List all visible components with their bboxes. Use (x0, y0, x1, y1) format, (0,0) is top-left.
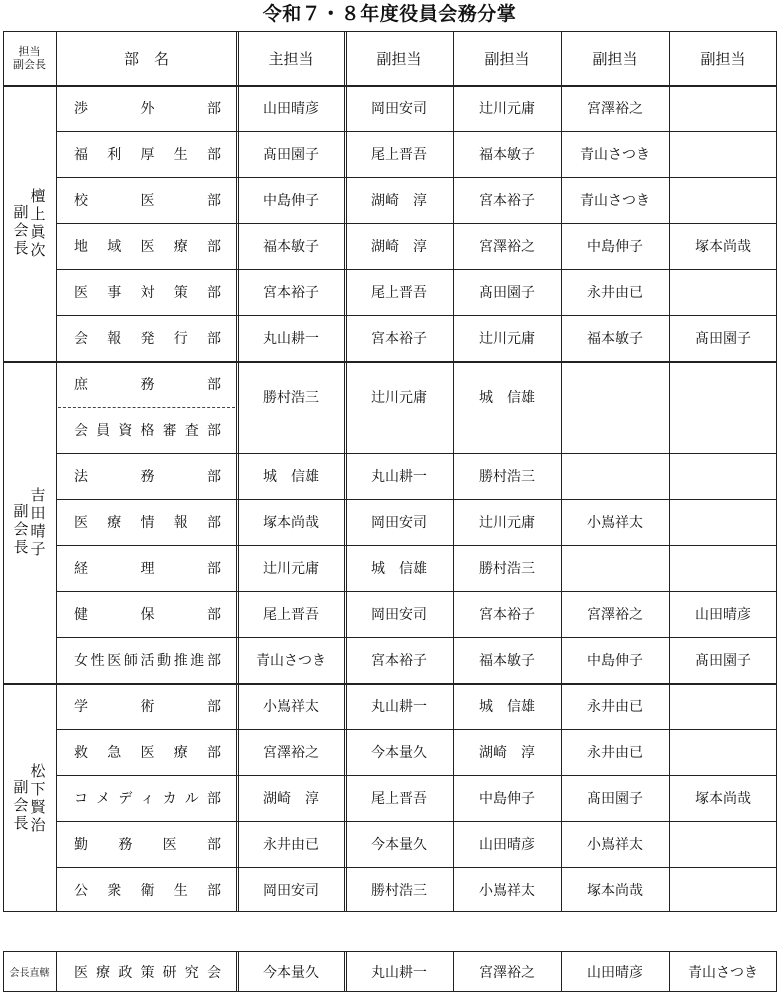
person-cell: 宮本裕子 (479, 607, 535, 623)
person-cell (561, 361, 669, 407)
department-name: 学 術 部 (74, 699, 221, 715)
person-cell: 青山さつき (580, 193, 650, 209)
person-cell: 宮澤裕之 (587, 101, 643, 117)
person-cell: 今本量久 (371, 837, 427, 853)
person-cell: 小嶌祥太 (587, 515, 643, 531)
person-cell: 尾上晋吾 (371, 285, 427, 301)
person-cell: 髙田園子 (695, 331, 751, 347)
department-name: 校 医 部 (74, 193, 221, 209)
person-cell: 永井由已 (263, 837, 319, 853)
person-cell: 勝村浩三 (479, 469, 535, 485)
header-vp-column (3, 31, 56, 85)
person-cell: 岡田安司 (371, 101, 427, 117)
person-cell (669, 269, 777, 315)
department-name: 渉 外 部 (74, 101, 221, 117)
department-name: 勤 務 医 部 (74, 837, 221, 853)
department-name: 女 性 医 師 活 動 推 進 部 (74, 653, 221, 669)
person-cell: 塚本尚哉 (587, 883, 643, 899)
column-rule (56, 31, 57, 912)
header-department-column: 部 名 (123, 49, 169, 68)
person-cell: 山田晴彦 (695, 607, 751, 623)
person-cell: 中島伸子 (587, 239, 643, 255)
header-secondary: 副担当 (592, 49, 638, 68)
person-cell (561, 453, 669, 499)
person-cell (669, 545, 777, 591)
department-name: 会 員 資 格 審 査 部 (74, 423, 221, 439)
column-rule (344, 31, 347, 912)
person-cell: 尾上晋吾 (263, 607, 319, 623)
person-cell (669, 453, 777, 499)
person-cell: 宮澤裕之 (587, 607, 643, 623)
person-cell: 髙田園子 (479, 285, 535, 301)
department-name: 健 保 部 (74, 607, 221, 623)
vice-president-name: 檀 上 眞 次 (30, 187, 46, 259)
header-vp-text: 担当 (18, 45, 41, 58)
column-rule (561, 31, 562, 912)
department-name: 経 理 部 (74, 561, 221, 577)
person-cell: 辻川元庸 (479, 515, 535, 531)
person-cell (669, 821, 777, 867)
header-primary: 主担当 (268, 49, 314, 68)
person-cell: 山田晴彦 (479, 837, 535, 853)
person-cell: 辻川元庸 (371, 390, 427, 406)
person-cell (561, 545, 669, 591)
person-cell: 永井由已 (587, 285, 643, 301)
person-cell: 宮本裕子 (263, 285, 319, 301)
department-name: 医 療 政 策 研 究 会 (74, 964, 221, 981)
person-cell: 城 信雄 (263, 469, 319, 485)
person-cell: 福本敏子 (479, 653, 535, 669)
person-cell: 岡田安司 (371, 607, 427, 623)
vice-president-label (3, 361, 56, 683)
department-name: 医 事 対 策 部 (74, 285, 221, 301)
person-cell: 辻川元庸 (479, 331, 535, 347)
vice-president-title: 副 会 長 (13, 778, 29, 832)
vice-president-title: 副 会 長 (13, 502, 29, 556)
person-cell (669, 683, 777, 729)
person-cell: 山田晴彦 (263, 101, 319, 117)
department-name: 公 衆 衛 生 部 (74, 883, 221, 899)
department-name: 救 急 医 療 部 (74, 745, 221, 761)
person-cell: 尾上晋吾 (371, 791, 427, 807)
person-cell: 塚本尚哉 (263, 515, 319, 531)
person-cell: 宮澤裕之 (479, 239, 535, 255)
column-rule (236, 951, 239, 992)
person-cell: 岡田安司 (371, 515, 427, 531)
person-cell: 城 信雄 (371, 561, 427, 577)
person-cell: 青山さつき (256, 653, 326, 669)
person-cell: 髙田園子 (263, 147, 319, 163)
department-name: 庶 務 部 (74, 377, 221, 393)
person-cell: 丸山耕一 (371, 699, 427, 715)
person-cell (669, 131, 777, 177)
person-cell: 福本敏子 (587, 331, 643, 347)
person-cell: 尾上晋吾 (371, 147, 427, 163)
person-cell: 勝村浩三 (371, 883, 427, 899)
person-cell: 小嶌祥太 (479, 883, 535, 899)
vice-president-label (3, 683, 56, 913)
person-cell: 宮本裕子 (371, 331, 427, 347)
person-cell: 丸山耕一 (371, 964, 427, 981)
column-rule (453, 951, 454, 992)
department-name: 法 務 部 (74, 469, 221, 485)
person-cell: 宮澤裕之 (479, 964, 535, 981)
person-cell: 今本量久 (263, 964, 319, 981)
column-rule (56, 951, 57, 992)
person-cell (669, 867, 777, 913)
person-cell: 青山さつき (580, 147, 650, 163)
person-cell: 青山さつき (688, 964, 758, 981)
person-cell: 勝村浩三 (479, 561, 535, 577)
person-cell: 丸山耕一 (263, 331, 319, 347)
person-cell: 湖崎 淳 (479, 745, 535, 761)
column-rule (669, 31, 670, 912)
person-cell: 山田晴彦 (587, 964, 643, 981)
vice-president-name: 吉 田 晴 子 (30, 486, 46, 558)
person-cell: 中島伸子 (587, 653, 643, 669)
person-cell: 辻川元庸 (479, 101, 535, 117)
person-cell: 髙田園子 (587, 791, 643, 807)
header-secondary: 副担当 (700, 49, 746, 68)
vice-president-title: 副 会 長 (13, 203, 29, 257)
vice-president-name: 松 下 賢 治 (30, 762, 46, 834)
person-cell: 辻川元庸 (263, 561, 319, 577)
person-cell: 宮澤裕之 (263, 745, 319, 761)
person-cell: 湖崎 淳 (371, 193, 427, 209)
person-cell: 宮本裕子 (479, 193, 535, 209)
person-cell: 城 信雄 (479, 390, 535, 406)
column-rule (236, 31, 239, 912)
column-rule (453, 31, 454, 912)
row-rule (58, 407, 235, 408)
person-cell (669, 361, 777, 407)
column-rule (669, 951, 670, 992)
person-cell: 中島伸子 (479, 791, 535, 807)
header-secondary: 副担当 (484, 49, 530, 68)
column-rule (561, 951, 562, 992)
person-cell: 永井由已 (587, 699, 643, 715)
department-name: 会 報 発 行 部 (74, 331, 221, 347)
header-vp-text: 副会長 (13, 58, 46, 71)
column-rule (344, 951, 347, 992)
person-cell: 中島伸子 (263, 193, 319, 209)
person-cell: 丸山耕一 (371, 469, 427, 485)
person-cell: 小嶌祥太 (587, 837, 643, 853)
department-name: コ メ デ ィ カ ル 部 (74, 791, 221, 807)
department-name: 医 療 情 報 部 (74, 515, 221, 531)
person-cell: 永井由已 (587, 745, 643, 761)
person-cell (669, 85, 777, 131)
person-cell: 塚本尚哉 (695, 239, 751, 255)
person-cell: 髙田園子 (695, 653, 751, 669)
page-title: 令和７・８年度役員会務分掌 (262, 3, 517, 25)
person-cell: 小嶌祥太 (263, 699, 319, 715)
person-cell: 塚本尚哉 (695, 791, 751, 807)
person-cell: 今本量久 (371, 745, 427, 761)
person-cell: 城 信雄 (479, 699, 535, 715)
person-cell (669, 499, 777, 545)
person-cell: 勝村浩三 (263, 390, 319, 406)
person-cell: 岡田安司 (263, 883, 319, 899)
department-name: 地 域 医 療 部 (74, 239, 221, 255)
vice-president-label (3, 85, 56, 361)
person-cell: 福本敏子 (479, 147, 535, 163)
department-name: 福 利 厚 生 部 (74, 147, 221, 163)
person-cell: 福本敏子 (263, 239, 319, 255)
header-secondary: 副担当 (376, 49, 422, 68)
person-cell: 宮本裕子 (371, 653, 427, 669)
person-cell (669, 177, 777, 223)
person-cell: 湖崎 淳 (371, 239, 427, 255)
person-cell: 湖崎 淳 (263, 791, 319, 807)
direct-label: 会長直轄 (9, 968, 50, 979)
person-cell (669, 729, 777, 775)
